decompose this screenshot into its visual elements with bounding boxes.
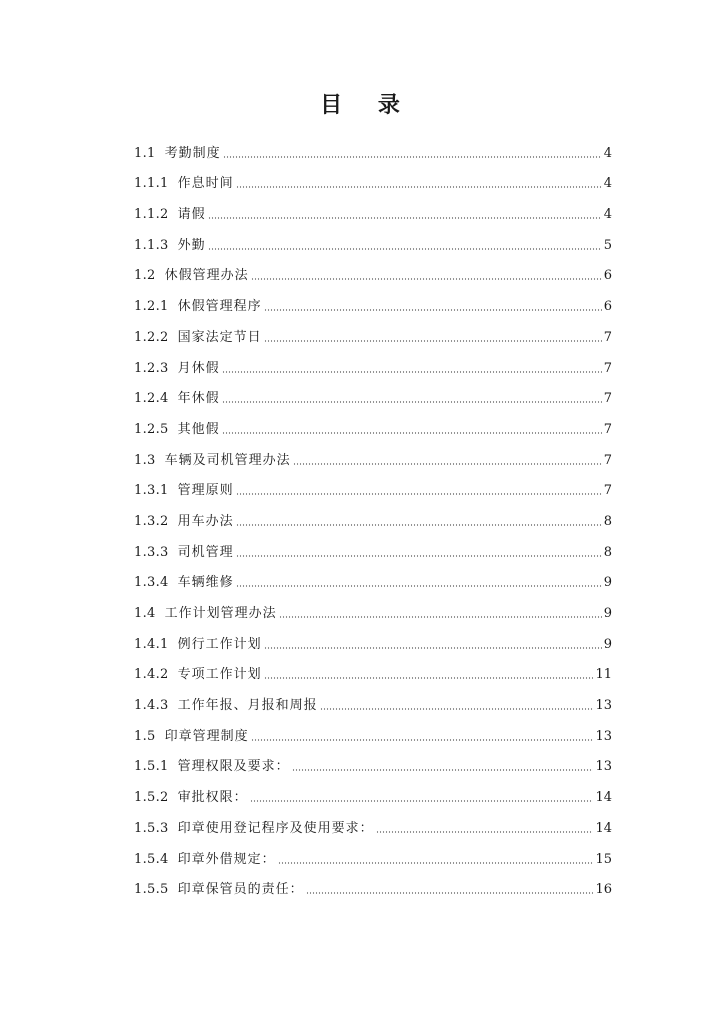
toc-entry[interactable] xyxy=(134,683,612,714)
toc-entry-title: 用车办法 xyxy=(177,513,234,529)
toc-entry-page-number: 7 xyxy=(603,483,612,499)
dot-leader xyxy=(264,340,602,342)
toc-entry[interactable] xyxy=(134,714,612,745)
toc-entry[interactable] xyxy=(134,806,612,837)
toc-entry-number: 1.2.5 xyxy=(134,421,169,437)
toc-entry-page-number: 13 xyxy=(595,728,612,744)
dot-leader xyxy=(306,892,594,894)
toc-entry-title: 司机管理 xyxy=(177,544,234,560)
toc-entry-number: 1.2.2 xyxy=(134,329,169,345)
dot-leader xyxy=(251,739,594,741)
toc-entry-title: 年休假 xyxy=(177,391,220,407)
toc-entry-title: 工作年报、月报和周报 xyxy=(177,698,318,714)
toc-entry-page-number: 8 xyxy=(603,544,612,560)
toc-entry-page-number: 9 xyxy=(603,606,612,621)
dot-leader xyxy=(236,585,602,587)
toc-entry[interactable] xyxy=(134,131,612,162)
toc-entry-page-number: 7 xyxy=(603,329,612,345)
toc-entry-number: 1.5.4 xyxy=(134,851,169,867)
toc-entry-number: 1.1 xyxy=(134,145,156,161)
toc-entry-number: 1.2.1 xyxy=(134,299,169,315)
toc-entry-page-number: 7 xyxy=(603,360,612,376)
dot-leader xyxy=(223,156,602,158)
toc-entry-page-number: 16 xyxy=(595,882,612,898)
toc-entry[interactable] xyxy=(134,653,612,684)
toc-entry-number: 1.4 xyxy=(134,606,156,621)
toc-entry-number: 1.4.2 xyxy=(134,667,169,683)
dot-leader xyxy=(264,647,602,649)
dot-leader xyxy=(222,371,602,373)
toc-entry-page-number: 4 xyxy=(603,207,612,223)
toc-entry-title: 考勤制度 xyxy=(164,145,221,161)
dot-leader xyxy=(292,769,594,771)
toc-entry-title: 其他假 xyxy=(177,421,220,437)
toc-entry-page-number: 8 xyxy=(603,513,612,529)
toc-entry[interactable] xyxy=(134,284,612,315)
toc-entry-page-number: 7 xyxy=(603,391,612,407)
toc-entry[interactable] xyxy=(134,223,612,254)
toc-entry-page-number: 6 xyxy=(603,268,612,284)
toc-entry[interactable] xyxy=(134,530,612,561)
toc-entry-title: 作息时间 xyxy=(177,176,234,192)
toc-entry[interactable] xyxy=(134,192,612,223)
dot-leader xyxy=(320,708,594,710)
toc-entry-title: 印章管理制度 xyxy=(164,728,249,744)
toc-entry-number: 1.5.2 xyxy=(134,790,169,806)
dot-leader xyxy=(222,432,602,434)
toc-entry-page-number: 13 xyxy=(595,698,612,714)
toc-entry[interactable] xyxy=(134,561,612,592)
toc-entry-number: 1.5.1 xyxy=(134,759,169,775)
toc-entry[interactable] xyxy=(134,377,612,408)
toc-entry[interactable] xyxy=(134,775,612,806)
toc-entry-title: 印章保管员的责任： xyxy=(177,882,304,898)
toc-entry[interactable] xyxy=(134,591,612,622)
toc-entry-page-number: 14 xyxy=(595,790,612,806)
toc-entry-title: 国家法定节日 xyxy=(177,329,262,345)
toc-entry-title: 外勤 xyxy=(177,237,206,253)
toc-entry[interactable] xyxy=(134,469,612,500)
toc-entry[interactable] xyxy=(134,499,612,530)
toc-entry-page-number: 13 xyxy=(595,759,612,775)
toc-entry[interactable] xyxy=(134,346,612,377)
toc-entry-title: 车辆及司机管理办法 xyxy=(164,452,291,468)
toc-entry-title: 管理权限及要求： xyxy=(177,759,290,775)
dot-leader xyxy=(278,862,594,864)
toc-entry-number: 1.3.4 xyxy=(134,575,169,591)
toc-entry[interactable] xyxy=(134,868,612,899)
dot-leader xyxy=(208,217,602,219)
dot-leader xyxy=(264,309,602,311)
toc-entry-number: 1.4.1 xyxy=(134,636,169,652)
toc-entry-number: 1.5 xyxy=(134,728,156,744)
toc-entry-title: 工作计划管理办法 xyxy=(164,606,277,621)
toc-entry[interactable] xyxy=(134,622,612,653)
toc-entry-title: 印章使用登记程序及使用要求： xyxy=(177,820,374,836)
toc-entry-number: 1.1.2 xyxy=(134,207,169,223)
toc-entry-page-number: 6 xyxy=(603,299,612,315)
toc-entry-page-number: 7 xyxy=(603,452,612,468)
dot-leader xyxy=(264,677,594,679)
toc-entry-page-number: 14 xyxy=(595,820,612,836)
toc-entry-title: 车辆维修 xyxy=(177,575,234,591)
dot-leader xyxy=(251,278,602,280)
toc-entry[interactable] xyxy=(134,745,612,776)
dot-leader xyxy=(222,401,602,403)
dot-leader xyxy=(236,555,602,557)
dot-leader xyxy=(293,463,602,465)
toc-entry-number: 1.1.1 xyxy=(134,176,169,192)
toc-list xyxy=(134,131,612,898)
toc-entry-page-number: 5 xyxy=(603,237,612,253)
dot-leader xyxy=(236,524,602,526)
toc-entry-number: 1.5.5 xyxy=(134,882,169,898)
toc-entry-number: 1.2.3 xyxy=(134,360,169,376)
toc-entry-title: 例行工作计划 xyxy=(177,636,262,652)
toc-entry-title: 印章外借规定： xyxy=(177,851,276,867)
toc-entry-page-number: 9 xyxy=(603,575,612,591)
dot-leader xyxy=(279,616,602,618)
toc-entry-title: 月休假 xyxy=(177,360,220,376)
toc-entry-title: 管理原则 xyxy=(177,483,234,499)
toc-entry-page-number: 4 xyxy=(603,176,612,192)
toc-entry-number: 1.2.4 xyxy=(134,391,169,407)
dot-leader xyxy=(208,248,602,250)
dot-leader xyxy=(250,800,594,802)
toc-entry[interactable] xyxy=(134,315,612,346)
toc-entry-number: 1.2 xyxy=(134,268,156,284)
toc-entry-number: 1.1.3 xyxy=(134,237,169,253)
toc-title: 目 录 xyxy=(320,92,414,118)
toc-entry-number: 1.3.1 xyxy=(134,483,169,499)
toc-entry-page-number: 11 xyxy=(595,667,612,683)
toc-entry-number: 1.5.3 xyxy=(134,820,169,836)
toc-entry-number: 1.3.2 xyxy=(134,513,169,529)
toc-entry-number: 1.3 xyxy=(134,452,156,468)
dot-leader xyxy=(236,493,602,495)
toc-entry-page-number: 7 xyxy=(603,421,612,437)
toc-entry[interactable] xyxy=(134,162,612,193)
toc-entry-page-number: 15 xyxy=(595,851,612,867)
toc-entry[interactable] xyxy=(134,438,612,469)
toc-entry-title: 休假管理办法 xyxy=(164,268,249,284)
toc-entry-title: 专项工作计划 xyxy=(177,667,262,683)
toc-entry[interactable] xyxy=(134,254,612,285)
dot-leader xyxy=(376,831,594,833)
toc-entry[interactable] xyxy=(134,837,612,868)
toc-entry-page-number: 4 xyxy=(603,145,612,161)
toc-entry-title: 审批权限： xyxy=(177,790,248,806)
dot-leader xyxy=(236,186,602,188)
toc-entry-number: 1.4.3 xyxy=(134,698,169,714)
toc-entry-title: 请假 xyxy=(177,207,206,223)
toc-entry-page-number: 9 xyxy=(603,636,612,652)
toc-entry-title: 休假管理程序 xyxy=(177,299,262,315)
toc-entry-number: 1.3.3 xyxy=(134,544,169,560)
toc-entry[interactable] xyxy=(134,407,612,438)
